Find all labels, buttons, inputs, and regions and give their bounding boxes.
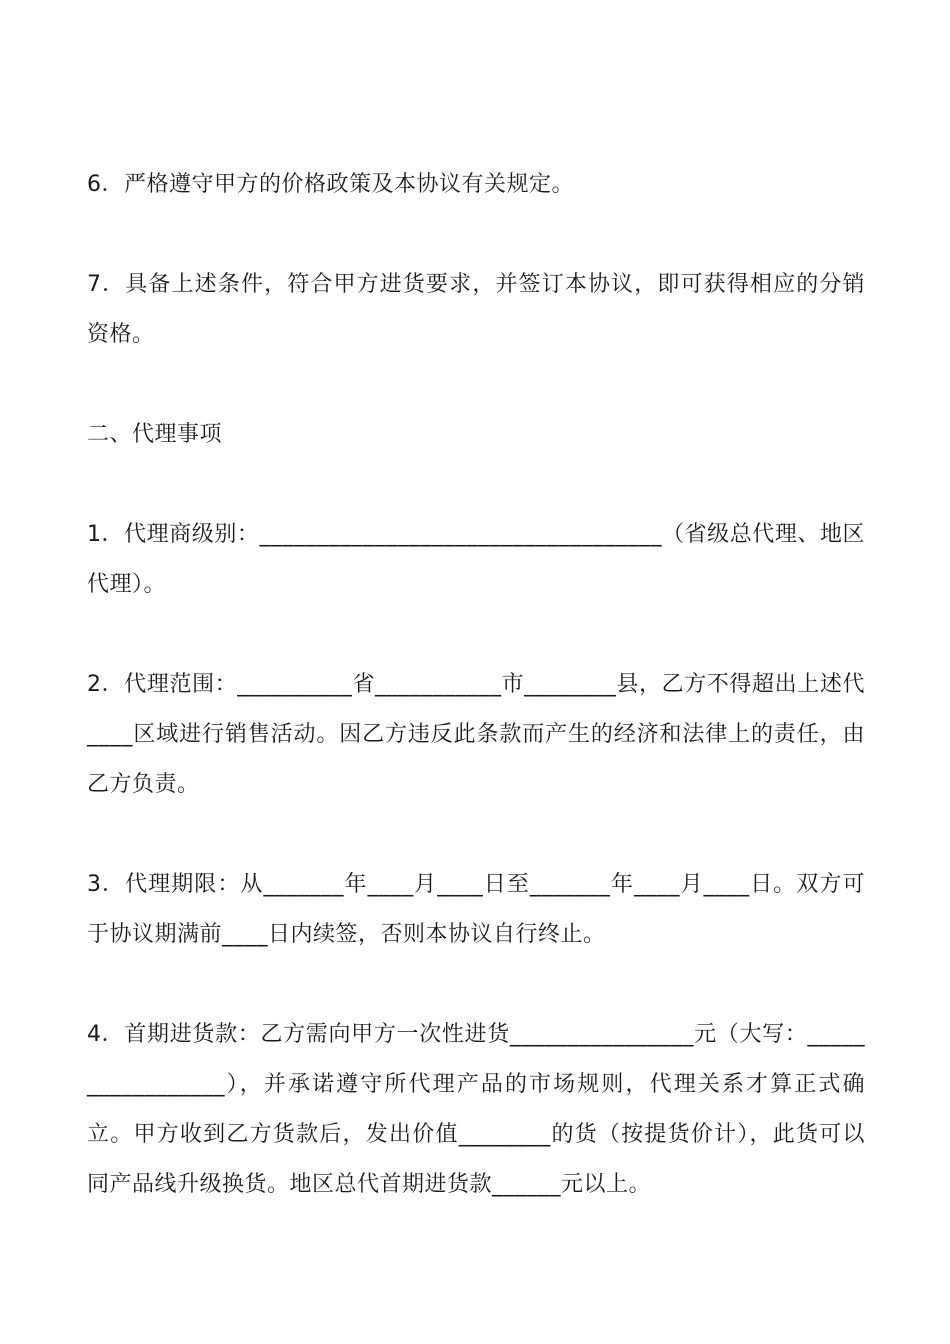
document-page [87, 160, 865, 1260]
first-purchase-paragraph: 4．首期进货款：乙方需向甲方一次性进货________________元（大写：_________________），并承诺遵守所代理产品的市场规则，代理关系才算正式确立。甲方收到乙方货款后，发出价值________的货（按提货价计），此货可以同产品线升级换货。地区总代首期进货款______元以上。 [87, 1022, 865, 1197]
section-2-heading: 二、代理事项 [87, 422, 223, 447]
agent-term-paragraph: 3．代理期限：从_______年____月____日至_______年____月____日。双方可于协议期满前____日内续签，否则本协议自行终止。 [87, 872, 865, 947]
clause-6-paragraph: 6．严格遵守甲方的价格政策及本协议有关规定。 [87, 172, 574, 197]
clause-7-paragraph: 7．具备上述条件，符合甲方进货要求，并签订本协议，即可获得相应的分销资格。 [87, 272, 865, 347]
agent-scope-paragraph: 2．代理范围：__________省___________市________县，乙方不得超出上述代____区域进行销售活动。因乙方违反此条款而产生的经济和法律上的责任，由乙方负责。 [87, 672, 865, 797]
agent-level-paragraph: 1．代理商级别：___________________________________（省级总代理、地区代理）。 [87, 522, 865, 597]
